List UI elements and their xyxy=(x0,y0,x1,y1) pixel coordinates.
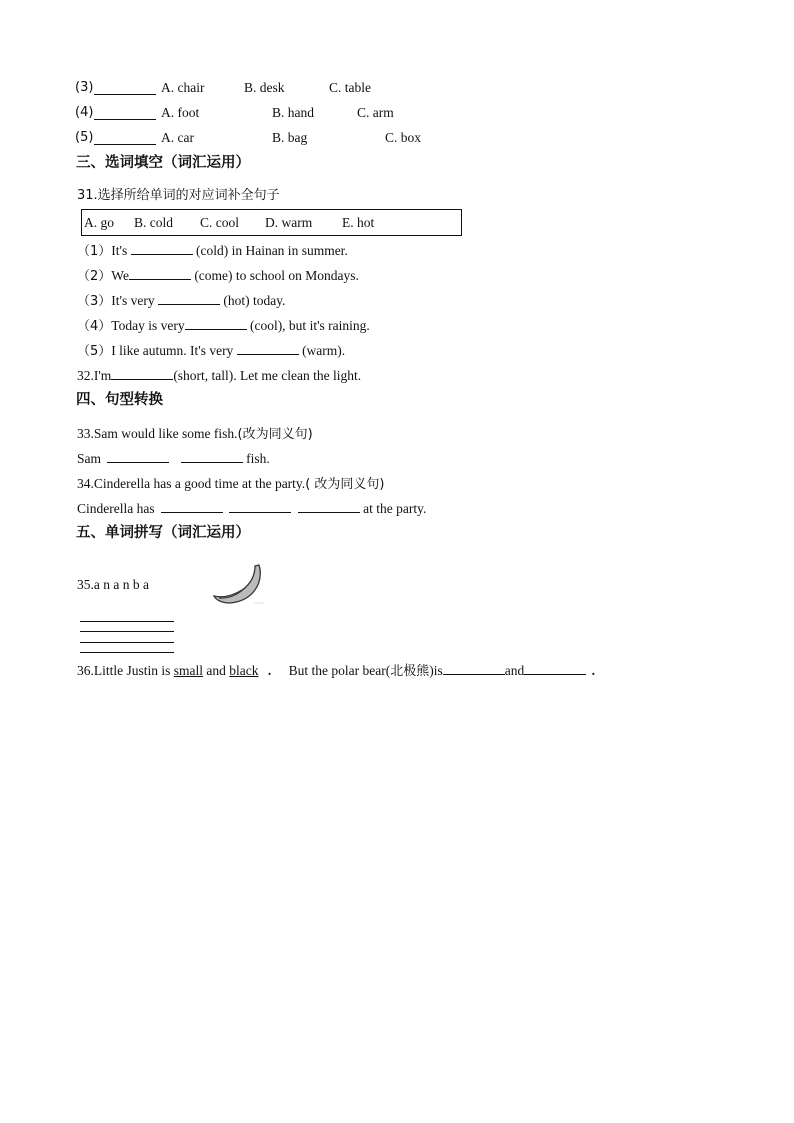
word-option: D. warm xyxy=(265,215,313,230)
question-33-answer xyxy=(77,450,270,468)
question-number: (5) xyxy=(75,130,94,145)
question-32 xyxy=(77,367,361,385)
question-36 xyxy=(77,662,595,681)
answer-blank[interactable] xyxy=(443,662,505,675)
fill-item xyxy=(77,317,370,336)
question-34-answer xyxy=(77,500,426,518)
option-c: C. box xyxy=(385,130,422,145)
item-number: （3） xyxy=(77,294,112,309)
item-number: （1） xyxy=(77,244,112,259)
item-text: fish. xyxy=(246,451,270,466)
question-number: (3) xyxy=(75,80,94,95)
answer-blank[interactable] xyxy=(131,242,193,255)
answer-blank[interactable] xyxy=(161,500,223,513)
option-b: B. desk xyxy=(244,80,285,95)
answer-blank[interactable] xyxy=(107,450,169,463)
item-text: )is xyxy=(429,663,443,678)
word-bank-box xyxy=(81,209,462,236)
match-row xyxy=(0,80,794,98)
fill-item xyxy=(77,342,345,361)
section-heading: 三、选词填空（词汇运用） xyxy=(76,155,250,171)
item-text: 34.Cinderella has a good time at the party. xyxy=(77,476,306,491)
item-text: Cinderella has xyxy=(77,501,155,516)
word-option: E. hot xyxy=(342,215,375,230)
item-text: (short, tall). Let me clean the light. xyxy=(173,368,362,383)
answer-blank[interactable] xyxy=(94,132,156,145)
answer-blank[interactable] xyxy=(94,107,156,120)
item-text: and xyxy=(504,663,525,678)
question-34 xyxy=(77,475,384,494)
item-text: at the party. xyxy=(363,501,427,516)
period: . xyxy=(591,663,595,678)
word-option: A. go xyxy=(84,215,114,230)
match-row xyxy=(0,130,794,148)
option-b: B. bag xyxy=(272,130,308,145)
option-a: A. chair xyxy=(161,80,205,95)
item-text: But the polar bear( xyxy=(288,663,391,678)
item-text: (come) to school on Mondays. xyxy=(194,268,359,283)
answer-blank[interactable] xyxy=(229,500,291,513)
answer-blank[interactable] xyxy=(237,342,299,355)
item-text: I like autumn. It's very xyxy=(111,343,234,358)
item-text: It's very xyxy=(111,293,155,308)
item-text: 33.Sam would like some fish. xyxy=(77,426,238,441)
item-text: Today is very xyxy=(111,318,185,333)
banana-icon xyxy=(212,563,264,607)
item-text: Sam xyxy=(77,451,102,466)
chinese-gloss: 北极熊 xyxy=(390,664,430,679)
option-c: C. table xyxy=(329,80,371,95)
answer-blank[interactable] xyxy=(129,267,191,280)
option-a: A. car xyxy=(161,130,194,145)
instruction-note: ( 改为同义句) xyxy=(305,477,385,492)
item-text: We xyxy=(111,268,129,283)
option-a: A. foot xyxy=(161,105,200,120)
section-heading: 五、单词拼写（词汇运用） xyxy=(76,525,250,541)
instruction-note: (改为同义句) xyxy=(237,427,313,442)
option-b: B. hand xyxy=(272,105,314,120)
section-heading: 四、句型转换 xyxy=(76,392,163,408)
word-option: B. cold xyxy=(134,215,173,230)
fill-item xyxy=(77,292,285,311)
writing-line[interactable] xyxy=(80,621,174,622)
item-text: (hot) today. xyxy=(223,293,286,308)
item-text: 32.I'm xyxy=(77,368,112,383)
answer-blank[interactable] xyxy=(298,500,360,513)
item-text: 36.Little Justin is xyxy=(77,663,171,678)
item-number: （2） xyxy=(77,269,112,284)
item-text: and xyxy=(206,663,226,678)
question-33 xyxy=(77,425,313,444)
item-text: (cold) in Hainan in summer. xyxy=(195,243,348,258)
question-35-letters: 35.a n a n b a xyxy=(77,577,149,592)
match-row xyxy=(0,105,794,123)
answer-blank[interactable] xyxy=(158,292,220,305)
question-31-prompt: 31.选择所给单词的对应词补全句子 xyxy=(77,188,280,203)
item-number: （5） xyxy=(77,344,112,359)
answer-blank[interactable] xyxy=(524,662,586,675)
writing-line[interactable] xyxy=(80,652,174,653)
underlined-word: black xyxy=(229,663,259,678)
period: . xyxy=(267,663,272,678)
fill-item xyxy=(77,267,359,286)
item-text: It's xyxy=(111,243,128,258)
item-number: （4） xyxy=(77,319,112,334)
answer-blank[interactable] xyxy=(111,367,173,380)
item-text: (warm). xyxy=(302,343,346,358)
writing-line[interactable] xyxy=(80,631,174,632)
question-number: (4) xyxy=(75,105,94,120)
answer-blank[interactable] xyxy=(94,82,156,95)
answer-blank[interactable] xyxy=(181,450,243,463)
option-c: C. arm xyxy=(357,105,394,120)
fill-item xyxy=(77,242,348,261)
underlined-word: small xyxy=(173,663,204,678)
writing-line[interactable] xyxy=(80,642,174,643)
item-text: (cool), but it's raining. xyxy=(249,318,370,333)
word-option: C. cool xyxy=(200,215,239,230)
answer-blank[interactable] xyxy=(185,317,247,330)
